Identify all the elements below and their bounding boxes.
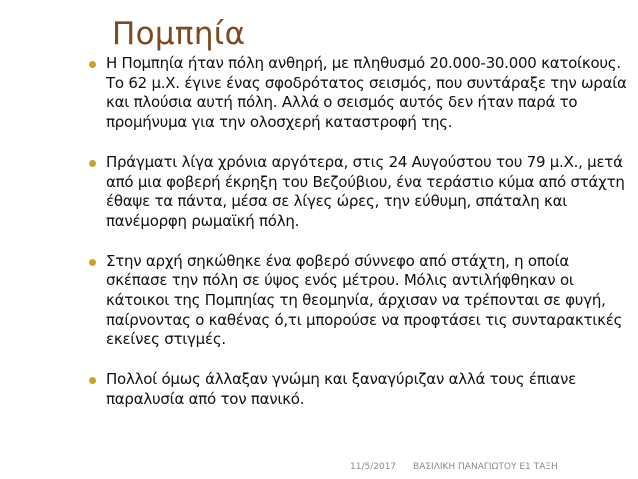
round-bullet-icon: [89, 377, 96, 384]
slide-footer: [350, 461, 558, 473]
bullet-item: [88, 370, 628, 409]
round-bullet-icon: [89, 61, 96, 68]
bullet-text: Στην αρχή σηκώθηκε ένα φοβερό σύννεφο από στάχτη, η οποία σκέπασε την πόλη σε ύψος ενός μέτρου. Μόλις αντιλήφθηκαν οι κάτοικοι της Πομπηίας τη θεομηνία, άρχισαν να τρέπονται σε φυγή, παίρνοντας ο καθένας ό,τι μπορούσε να προφτάσει τις συνταρακτικές εκείνες στιγμές.: [106, 251, 623, 349]
footer-author: ΒΑΣΙΛΙΚΗ ΠΑΝΑΓΙΩΤΟΥ Ε1 ΤΑΞΗ: [413, 462, 558, 472]
bullet-item: [88, 54, 628, 133]
bullet-list: [88, 54, 628, 430]
bullet-text: Πράγματι λίγα χρόνια αργότερα, στις 24 Αυγούστου του 79 μ.Χ., μετά από μια φοβερή έκρηξη του Βεζούβιου, ένα τεράστιο κύμα από στάχτη έθαψε τα πάντα, μέσα σε λίγες ώρες, την εύθυμη, σπάταλη και πανέμορφη ρωμαϊκή πόλη.: [106, 152, 625, 230]
round-bullet-icon: [89, 259, 96, 266]
bullet-item: [88, 252, 628, 351]
bullet-item: [88, 153, 628, 232]
slide-title: Πομπηία: [112, 16, 246, 52]
bullet-text: Πολλοί όμως άλλαξαν γνώμη και ξαναγύριζαν αλλά τους έπιανε παραλυσία από τον πανικό.: [106, 370, 576, 408]
bullet-text: Η Πομπηία ήταν πόλη ανθηρή, με πληθυσμό 20.000-30.000 κατοίκους. Το 62 μ.Χ. έγινε ένας σφοδρότατος σεισμός, που συντάραξε την ωραία και πλούσια αυτή πόλη. Αλλά ο σεισμός αυτός δεν ήταν παρά το προμήνυμα για την ολοσχερή καταστροφή της.: [106, 54, 627, 132]
footer-date: 11/5/2017: [350, 462, 397, 472]
round-bullet-icon: [89, 160, 96, 167]
